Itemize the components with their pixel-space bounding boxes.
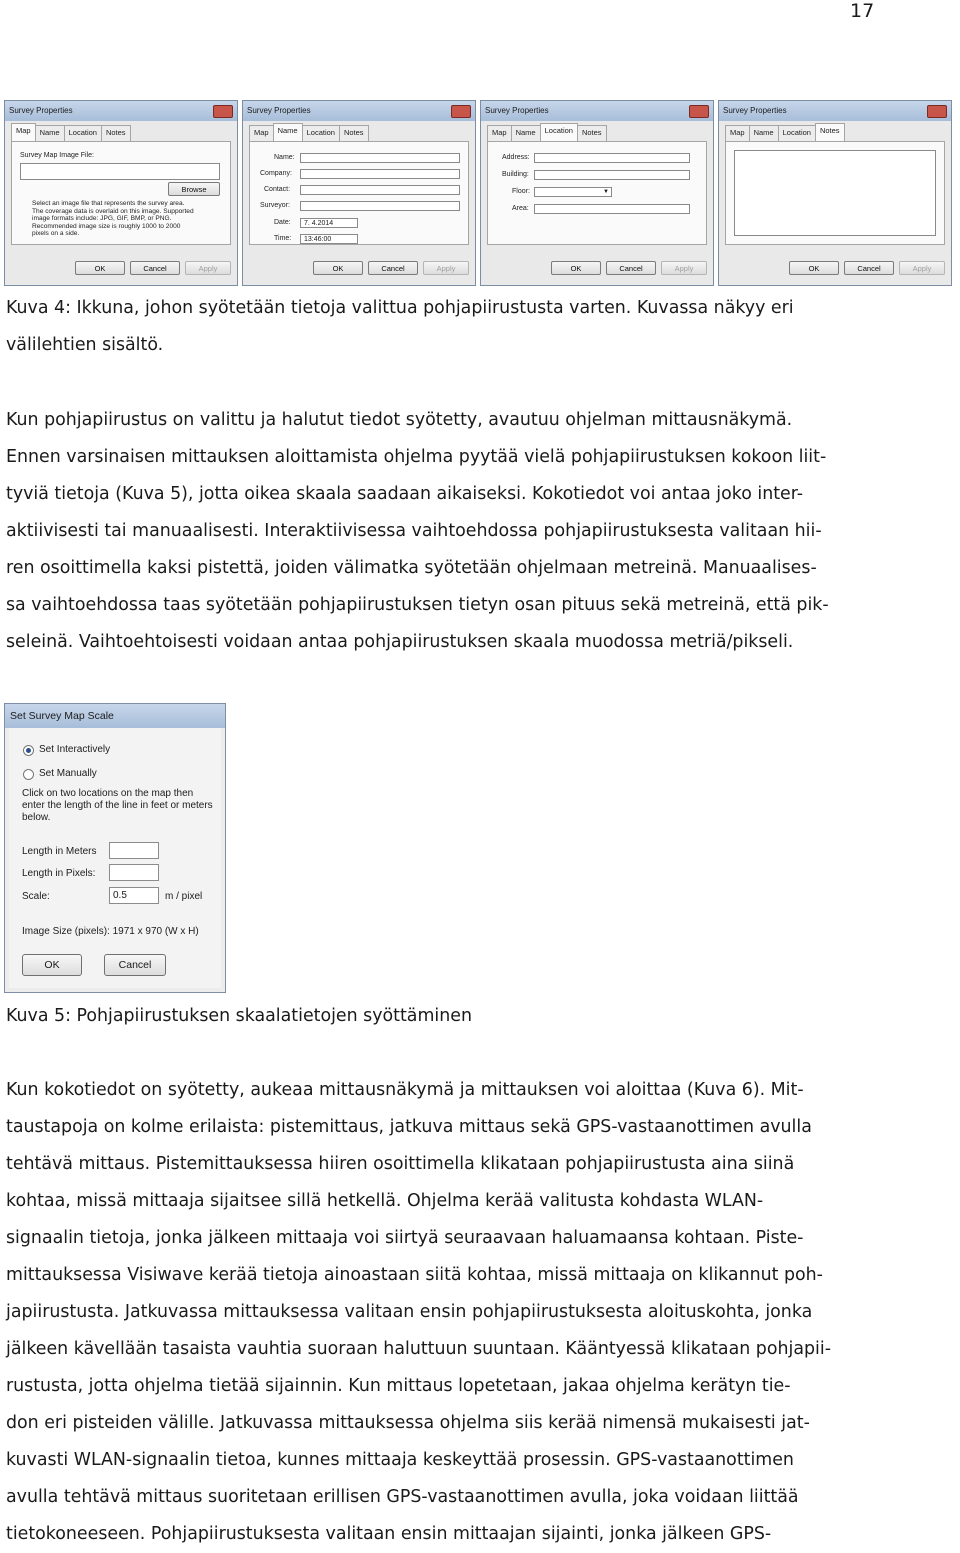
- tab-location[interactable]: Location: [778, 125, 816, 141]
- text-line: taustapoja on kolme erilaista: pistemittaus, jatkuva mittaus sekä GPS-vastaanottimen avulla: [6, 1117, 812, 1137]
- time-picker[interactable]: 13:46:00: [300, 234, 358, 244]
- apply-button[interactable]: Apply: [185, 261, 231, 275]
- figure-4-caption: [6, 290, 794, 364]
- text-line: Kun pohjapiirustus on valittu ja halutut tiedot syötetty, avautuu ohjelman mittausnäkymä.: [6, 410, 793, 430]
- paragraph-2: [6, 1072, 831, 1553]
- length-meters-input[interactable]: [109, 842, 159, 859]
- instructions-text: [22, 788, 213, 824]
- apply-button[interactable]: Apply: [899, 261, 945, 275]
- length-pixels-label: Length in Pixels:: [22, 868, 96, 879]
- text-line: tehtävä mittaus. Pistemittauksessa hiiren osoittimella klikataan pohjapiirustusta aina siinä: [6, 1154, 795, 1174]
- survey-properties-dialog-location: [480, 100, 714, 286]
- text-line: avulla tehtävä mittaus suoritetaan erillisen GPS-vastaanottimen avulla, joka voidaan liittää: [6, 1487, 799, 1507]
- text-line: signaalin tietoja, jonka jälkeen mittaaja voi siirtyä seuraavaan haluamaansa kohtaan. Piste-: [6, 1228, 804, 1248]
- tab-name[interactable]: Name: [749, 125, 779, 141]
- caption-line: Kuva 4: Ikkuna, johon syötetään tietoja valittua pohjapiirustusta varten. Kuvassa näkyy eri: [6, 298, 794, 318]
- tab-name[interactable]: Name: [35, 125, 65, 141]
- set-manually-radio[interactable]: [23, 769, 34, 780]
- name-field[interactable]: [300, 153, 460, 163]
- dialog-title: Survey Properties: [719, 101, 951, 121]
- tab-bar: [11, 125, 130, 141]
- tab-location[interactable]: Location: [64, 125, 102, 141]
- paragraph-1: [6, 402, 829, 661]
- image-size-text: Image Size (pixels): 1971 x 970 (W x H): [22, 926, 199, 937]
- instruction-line: below.: [22, 812, 51, 823]
- instruction-line: enter the length of the line in feet or meters: [22, 800, 213, 811]
- tab-notes[interactable]: Notes: [101, 125, 131, 141]
- tab-map[interactable]: Map: [725, 125, 750, 141]
- surveyor-field[interactable]: [300, 201, 460, 211]
- time-label: Time:: [274, 235, 292, 242]
- info-line: Select an image file that represents the survey area.: [32, 200, 185, 207]
- close-icon[interactable]: [213, 105, 233, 118]
- building-field[interactable]: [534, 170, 690, 180]
- notes-textarea[interactable]: [734, 150, 936, 236]
- area-field[interactable]: [534, 204, 690, 214]
- apply-button[interactable]: Apply: [661, 261, 707, 275]
- text-line: Kun kokotiedot on syötetty, aukeaa mittausnäkymä ja mittauksen voi aloittaa (Kuva 6). Mit-: [6, 1080, 804, 1100]
- browse-button[interactable]: Browse: [168, 182, 220, 196]
- scale-input[interactable]: 0.5: [109, 887, 159, 904]
- close-icon[interactable]: [689, 105, 709, 118]
- ok-button[interactable]: OK: [75, 261, 125, 275]
- caption-line: välilehtien sisältö.: [6, 335, 164, 355]
- text-line: rustusta, jotta ohjelma tietää sijainnin. Kun mittaus lopetetaan, jakaa ohjelma kerätyn tie-: [6, 1376, 791, 1396]
- text-line: kuvasti WLAN-signaalin tietoa, kunnes mittaaja keskeyttää prosessin. GPS-vastaanottimen: [6, 1450, 794, 1470]
- map-info-text: [32, 200, 194, 238]
- tab-map[interactable]: Map: [11, 123, 36, 141]
- length-pixels-input[interactable]: [109, 864, 159, 881]
- floor-select[interactable]: [534, 187, 612, 197]
- text-line: kohtaa, missä mittaaja sijaitsee sillä hetkellä. Ohjelma kerää valitusta kohdasta WLAN-: [6, 1191, 764, 1211]
- map-file-label: Survey Map Image File:: [20, 152, 94, 159]
- scale-label: Scale:: [22, 891, 50, 902]
- close-icon[interactable]: [927, 105, 947, 118]
- text-line: sa vaihtoehdossa taas syötetään pohjapiirustuksen tietyn osan pituus sekä metreinä, että pik-: [6, 595, 829, 615]
- text-line: Ennen varsinaisen mittauksen aloittamista ohjelma pyytää vielä pohjapiirustuksen kokoon liit-: [6, 447, 827, 467]
- info-line: image formats include: JPG, GIF, BMP, or PNG.: [32, 215, 172, 223]
- ok-button[interactable]: OK: [551, 261, 601, 275]
- cancel-button[interactable]: Cancel: [368, 261, 418, 275]
- tab-notes[interactable]: Notes: [577, 125, 607, 141]
- page-number: 17: [850, 0, 875, 22]
- ok-button[interactable]: OK: [22, 954, 82, 976]
- set-manually-label: Set Manually: [39, 768, 97, 779]
- cancel-button[interactable]: Cancel: [844, 261, 894, 275]
- ok-button[interactable]: OK: [789, 261, 839, 275]
- cancel-button[interactable]: Cancel: [606, 261, 656, 275]
- area-label: Area:: [512, 205, 529, 212]
- contact-label: Contact:: [264, 186, 291, 193]
- date-picker[interactable]: 7. 4.2014: [300, 218, 358, 228]
- address-label: Address:: [502, 154, 530, 161]
- figure-5-caption: Kuva 5: Pohjapiirustuksen skaalatietojen syöttäminen: [6, 1006, 472, 1026]
- set-interactively-label: Set Interactively: [39, 744, 111, 755]
- tab-bar: [725, 125, 844, 141]
- tab-map[interactable]: Map: [249, 125, 274, 141]
- set-interactively-radio[interactable]: [23, 745, 34, 756]
- info-line: The coverage data is overlaid on this image. Supported: [32, 207, 194, 215]
- text-line: tyviä tietoja (Kuva 5), jotta oikea skaala saadaan aikaiseksi. Kokotiedot voi antaa joko inter-: [6, 484, 804, 504]
- tab-panel: [249, 141, 469, 245]
- text-line: aktiivisesti tai manuaalisesti. Interaktiivisessa vaihtoehdossa pohjapiirustuksesta valitaan hii-: [6, 521, 822, 541]
- tab-map[interactable]: Map: [487, 125, 512, 141]
- name-label: Name:: [274, 154, 295, 161]
- chevron-down-icon: ▼: [603, 189, 609, 195]
- scale-unit-label: m / pixel: [165, 891, 203, 902]
- info-line: Recommended image size is roughly 1000 to 2000: [32, 222, 181, 230]
- text-line: don eri pisteiden välille. Jatkuvassa mittauksessa ohjelma siis kerää nimensä mukaisesti jat-: [6, 1413, 810, 1433]
- dialog-title: Survey Properties: [243, 101, 475, 121]
- text-line: ren osoittimella kaksi pistettä, joiden välimatka syötetään ohjelmaan metreinä. Manuaalises-: [6, 558, 817, 578]
- dialog-title: Survey Properties: [5, 101, 237, 121]
- tab-notes[interactable]: Notes: [339, 125, 369, 141]
- ok-button[interactable]: OK: [313, 261, 363, 275]
- apply-button[interactable]: Apply: [423, 261, 469, 275]
- cancel-button[interactable]: Cancel: [104, 954, 166, 976]
- tab-name[interactable]: Name: [511, 125, 541, 141]
- length-meters-label: Length in Meters: [22, 846, 97, 857]
- tab-name[interactable]: Name: [273, 123, 303, 141]
- set-survey-map-scale-dialog: [4, 703, 226, 993]
- surveyor-label: Surveyor:: [260, 202, 290, 209]
- text-line: mittauksessa Visiwave kerää tietoja ainoastaan siitä kohtaa, missä mittaaja on klikannut poh-: [6, 1265, 823, 1285]
- date-label: Date:: [274, 219, 291, 226]
- company-label: Company:: [260, 170, 292, 177]
- close-icon[interactable]: [451, 105, 471, 118]
- text-line: jälkeen kävellään tasaista vauhtia suoraan haluttuun suuntaan. Kääntyessä klikataan pohjapii-: [6, 1339, 831, 1359]
- map-file-input[interactable]: [20, 163, 220, 180]
- survey-properties-dialog-notes: [718, 100, 952, 286]
- tab-panel: [11, 141, 231, 245]
- tab-notes[interactable]: Notes: [815, 123, 845, 141]
- dialog-title: Set Survey Map Scale: [5, 704, 225, 728]
- tab-panel: [487, 141, 707, 245]
- cancel-button[interactable]: Cancel: [130, 261, 180, 275]
- tab-location[interactable]: Location: [540, 123, 578, 141]
- text-line: tietokoneeseen. Pohjapiirustuksesta valitaan ensin mittaajan sijainti, jonka jälkeen GPS-: [6, 1524, 772, 1544]
- instruction-line: Click on two locations on the map then: [22, 788, 194, 799]
- tab-location[interactable]: Location: [302, 125, 340, 141]
- survey-properties-dialog-map: [4, 100, 238, 286]
- address-field[interactable]: [534, 153, 690, 163]
- tab-panel: [725, 141, 945, 245]
- text-line: seleinä. Vaihtoehtoisesti voidaan antaa pohjapiirustuksen skaala muodossa metriä/pikseli.: [6, 632, 794, 652]
- info-line: pixels on a side.: [32, 230, 80, 238]
- floor-label: Floor:: [512, 188, 530, 195]
- tab-bar: [487, 125, 606, 141]
- survey-properties-dialog-name: [242, 100, 476, 286]
- tab-bar: [249, 125, 368, 141]
- text-line: japiirustusta. Jatkuvassa mittauksessa valitaan ensin pohjapiirustuksesta aloituskohta, jonka: [6, 1302, 813, 1322]
- dialog-body: [9, 728, 221, 988]
- building-label: Building:: [502, 171, 529, 178]
- company-field[interactable]: [300, 169, 460, 179]
- contact-field[interactable]: [300, 185, 460, 195]
- dialog-title: Survey Properties: [481, 101, 713, 121]
